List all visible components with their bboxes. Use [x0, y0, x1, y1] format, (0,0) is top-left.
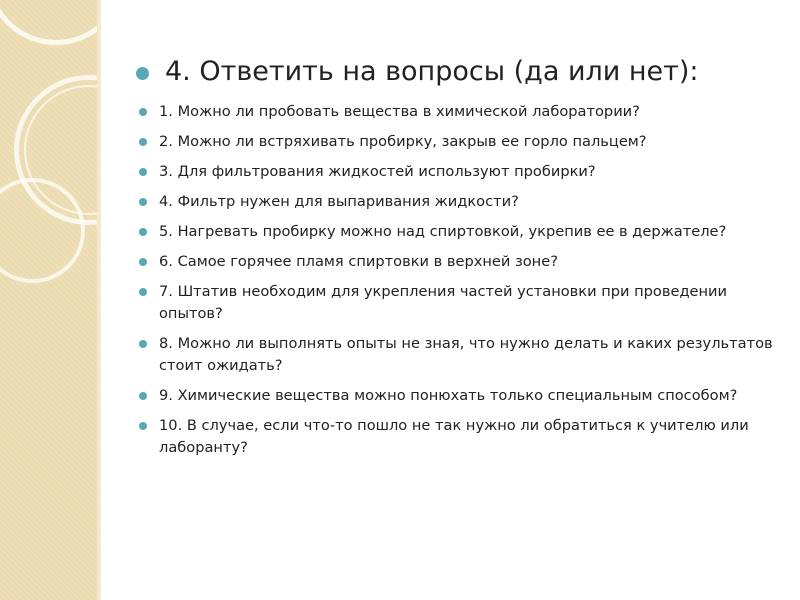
bullet-icon: [139, 422, 147, 430]
bullet-icon: [139, 198, 147, 206]
bullet-icon: [139, 258, 147, 266]
question-text: 8. Можно ли выполнять опыты не зная, что нужно делать и каких результатов стоит ожидать?: [159, 335, 773, 374]
band-edge-divider: [97, 0, 101, 600]
heading-bullet-icon: [136, 67, 149, 80]
question-text: 3. Для фильтрования жидкостей используют пробирки?: [159, 163, 596, 180]
slide-content: [136, 52, 786, 467]
question-item: [136, 101, 786, 123]
question-text: 7. Штатив необходим для укрепления частей установки при проведении опытов?: [159, 283, 728, 322]
bullet-icon: [139, 168, 147, 176]
slide-heading: 4. Ответить на вопросы (да или нет):: [165, 56, 699, 87]
question-text: 1. Можно ли пробовать вещества в химической лаборатории?: [159, 103, 640, 120]
bullet-icon: [139, 228, 147, 236]
bullet-icon: [139, 138, 147, 146]
question-text: 6. Самое горячее пламя спиртовки в верхней зоне?: [159, 253, 558, 270]
question-list: [136, 101, 786, 459]
question-text: 2. Можно ли встряхивать пробирку, закрыв ее горло пальцем?: [159, 133, 647, 150]
question-item: [136, 415, 786, 459]
bullet-icon: [139, 340, 147, 348]
question-item: [136, 251, 786, 273]
question-item: [136, 131, 786, 153]
decorative-side-band: [0, 0, 97, 600]
heading-row: [136, 52, 786, 92]
question-text: 4. Фильтр нужен для выпаривания жидкости?: [159, 193, 519, 210]
question-item: [136, 191, 786, 213]
question-item: [136, 161, 786, 183]
question-item: [136, 385, 786, 407]
question-text: 9. Химические вещества можно понюхать только специальным способом?: [159, 387, 738, 404]
question-text: 5. Нагревать пробирку можно над спиртовкой, укрепив ее в держателе?: [159, 223, 727, 240]
bullet-icon: [139, 288, 147, 296]
question-item: [136, 281, 786, 325]
question-text: 10. В случае, если что-то пошло не так нужно ли обратиться к учителю или лаборанту?: [159, 417, 749, 456]
bullet-icon: [139, 392, 147, 400]
decorative-ring-top: [0, 0, 126, 45]
question-item: [136, 333, 786, 377]
bullet-icon: [139, 108, 147, 116]
question-item: [136, 221, 786, 243]
